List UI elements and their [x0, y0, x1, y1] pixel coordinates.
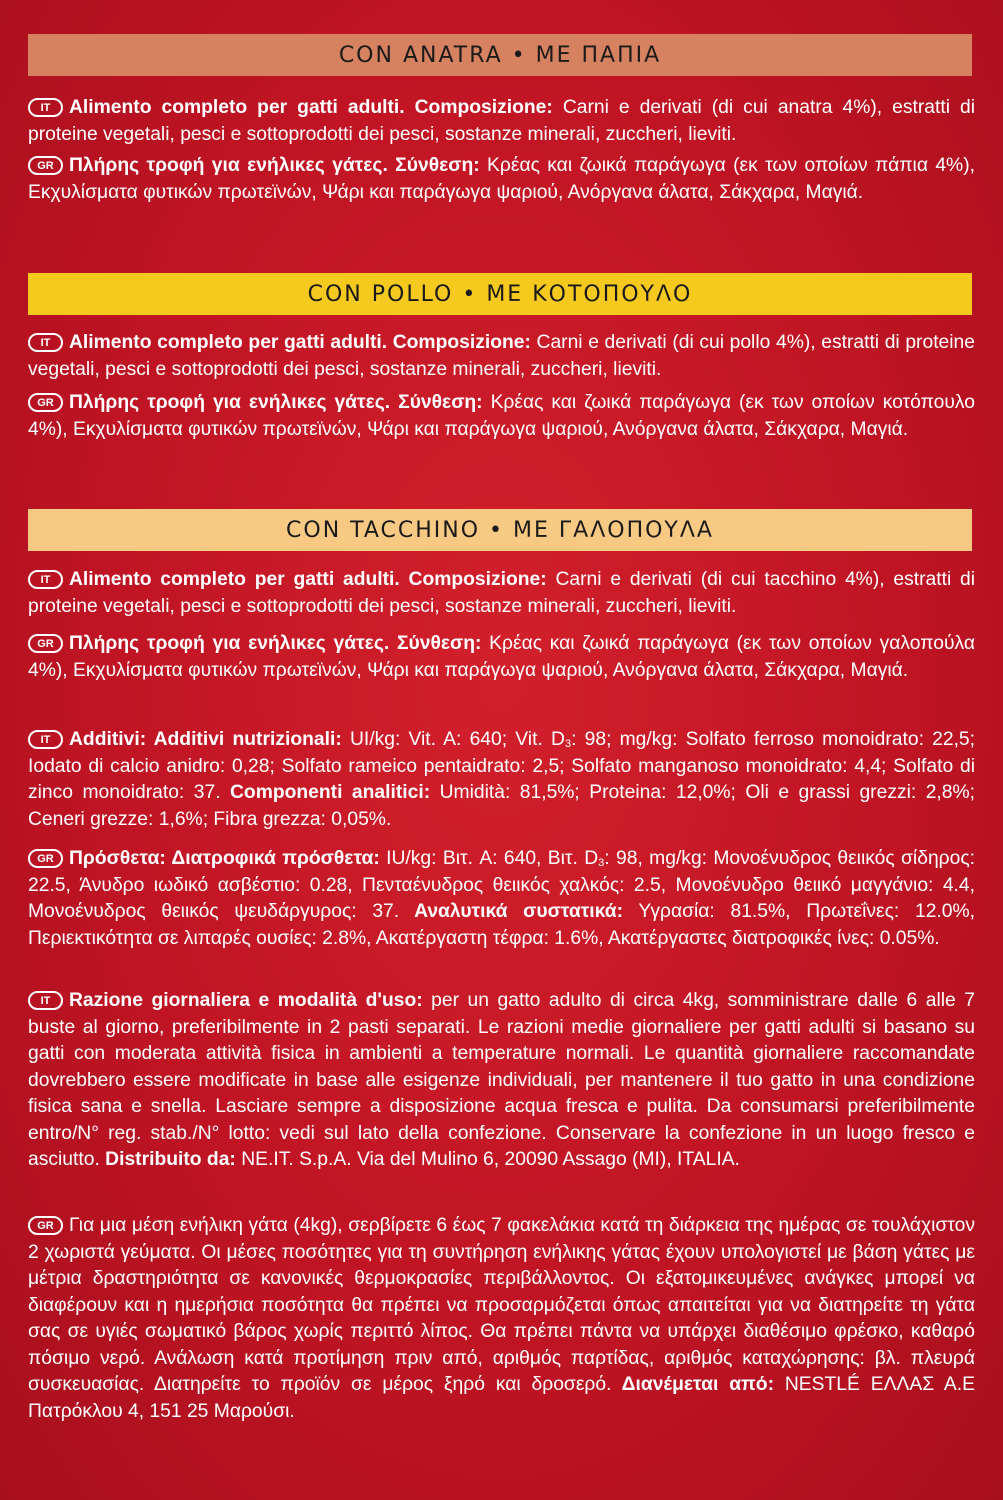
usage-it-paragraph [28, 988, 975, 1174]
gr-badge: GR [28, 393, 63, 412]
anatra-gr-heading: Πλήρης τροφή για ενήλικες γάτες. Σύνθεση: [69, 155, 480, 176]
gr-badge: GR [28, 634, 63, 653]
usage-gr-distributor-heading: Διανέμεται από: [611, 1374, 775, 1395]
usage-it-text: per un gatto adulto di circa 4kg, somministrare dalle 6 alle 7 buste al giorno, preferibilmente in 2 pasti separati. Le razioni medie giornaliere per gatti adulti si basano su gatti con moderata attività fisica in ambienti a temperature normali. Le quantità giornaliere raccomandate dovrebbero essere modificate in base alle esigenze individuali, per mantenere il tuo gatto in una condizione fisica sana e snella. Lasciare sempre a disposizione acqua fresca e pulita. Da consumarsi preferibilmente entro/N° reg. stab./N° lotto: vedi sul lato della confezione. Conservare la confezione in un luogo fresco e asciutto. [28, 990, 975, 1170]
banner-tacchino-title: CON TACCHINO • ΜΕ ΓΑΛΟΠΟΥΛΑ [286, 517, 714, 543]
usage-it-heading: Razione giornaliera e modalità d'uso: [69, 990, 423, 1011]
anatra-gr-paragraph [28, 153, 975, 206]
tacchino-gr-heading: Πλήρης τροφή για ενήλικες γάτες. Σύνθεση: [69, 633, 482, 654]
it-badge: IT [28, 98, 63, 117]
usage-gr-text: Για μια μέση ενήλικη γάτα (4kg), σερβίρετε 6 έως 7 φακελάκια κατά τη διάρκεια της ημέρας σε τουλάχιστον 2 χωριστά γεύματα. Οι μέσες ποσότητες για τη συντήρηση ενήλικης γάτας έχουν υπολογιστεί με βάση γάτες με μέτρια δραστηριότητα σε κανονικές θερμοκρασίες περιβάλλοντος. Οι εξατομικευμένες ανάγκες μπορεί να διαφέρουν και η ημερήσια ποσότητα θα πρέπει να προσαρμόζεται όπως απαιτείται για να διατηρείτε τη γάτα σας σε υγιές σωματικό βάρος χωρίς περιττό λίπος. Θα πρέπει πάντα να υπάρχει διαθέσιμο φρέσκο, καθαρό πόσιμο νερό. Ανάλωση κατά προτίμηση πριν από, αριθμός παρτίδας, αριθμός καταχώρησης: βλ. πλευρά συσκευασίας. Διατηρείτε το προϊόν σε μέρος ξηρό και δροσερό. [28, 1215, 975, 1395]
gr-badge: GR [28, 156, 63, 175]
additives-gr-subscript: 3 [598, 857, 605, 869]
banner-anatra [28, 34, 972, 76]
additives-it-analytic-text: Umidità: 81,5%; Proteina: 12,0%; Oli e grassi grezzi: 2,8%; Ceneri grezze: 1,6%; Fibra grezza: 0,05%. [28, 782, 975, 830]
additives-it-text-b: : 98; mg/kg: Solfato ferroso monoidrato: 22,5; Iodato di calcio anidro: 0,28; Solfato rameico pentaidrato: 2,5; Solfato manganoso monoidrato: 4,4; Solfato di zinco monoidrato: 37. [28, 729, 976, 803]
banner-pollo-title: CON POLLO • ΜΕ ΚΟΤΟΠΟΥΛΟ [307, 281, 693, 307]
tacchino-it-paragraph [28, 567, 975, 620]
it-badge: IT [28, 991, 63, 1010]
anatra-gr-text: Κρέας και ζωικά παράγωγα (εκ των οποίων πάπια 4%), Εκχυλίσματα φυτικών πρωτεϊνών, Ψάρι και παράγωγα ψαριού, Ανόργανα άλατα, Σάκχαρα, Μαγιά. [28, 155, 975, 203]
it-badge: IT [28, 333, 63, 352]
tacchino-gr-text: Κρέας και ζωικά παράγωγα (εκ των οποίων γαλοπούλα 4%), Εκχυλίσματα φυτικών πρωτεϊνών, Ψάρι και παράγωγα ψαριού, Ανόργανα άλατα, Σάκχαρα, Μαγιά. [28, 633, 975, 681]
additives-it-paragraph [28, 727, 975, 833]
pollo-gr-heading: Πλήρης τροφή για ενήλικες γάτες. Σύνθεση: [69, 392, 483, 413]
additives-gr-heading: Πρόσθετα: Διατροφικά πρόσθετα: [69, 848, 380, 869]
pollo-gr-text: Κρέας και ζωικά παράγωγα (εκ των οποίων κοτόπουλο 4%), Εκχυλίσματα φυτικών πρωτεϊνών, Ψάρι και παράγωγα ψαριού, Ανόργανα άλατα, Σάκχαρα, Μαγιά. [28, 392, 975, 440]
pollo-it-paragraph [28, 330, 975, 383]
usage-gr-distributor-text: NESTLÉ ΕΛΛΑΣ Α.Ε Πατρόκλου 4, 151 25 Μαρούσι. [28, 1374, 975, 1422]
additives-gr-analytic-text: Υγρασία: 81.5%, Πρωτεΐνες: 12.0%, Περιεκτικότητα σε λιπαρές ουσίες: 2.8%, Ακατέργαστη τέφρα: 1.6%, Ακατέργαστες διατροφικές ίνες: 0.05%. [28, 901, 975, 949]
pollo-it-heading: Alimento completo per gatti adulti. Composizione: [69, 332, 531, 353]
additives-it-text-a: UI/kg: Vit. A: 640; Vit. D [341, 729, 565, 750]
gr-badge: GR [28, 1216, 63, 1235]
gr-badge: GR [28, 849, 63, 868]
tacchino-it-heading: Alimento completo per gatti adulti. Composizione: [69, 569, 547, 590]
anatra-it-heading: Alimento completo per gatti adulti. Composizione: [69, 97, 553, 118]
banner-tacchino [28, 509, 972, 551]
additives-it-heading: Additivi: Additivi nutrizionali: [69, 729, 342, 750]
tacchino-it-text: Carni e derivati (di cui tacchino 4%), estratti di proteine vegetali, pesci e sottoprodotti dei pesci, sostanze minerali, zuccheri, lieviti. [28, 569, 976, 617]
additives-gr-analytic-heading: Αναλυτικά συστατικά: [399, 901, 624, 922]
banner-anatra-title: CON ANATRA • ΜΕ ΠΑΠΙΑ [338, 42, 662, 68]
additives-gr-text-a: IU/kg: Βιτ. A: 640, Βιτ. D [379, 848, 599, 869]
banner-pollo [28, 273, 972, 315]
pollo-it-text: Carni e derivati (di cui pollo 4%), estratti di proteine vegetali, pesci e sottoprodotti dei pesci, sostanze minerali, zuccheri, lieviti. [28, 332, 975, 380]
it-badge: IT [28, 570, 63, 589]
tacchino-gr-paragraph [28, 631, 975, 684]
anatra-it-text: Carni e derivati (di cui anatra 4%), estratti di proteine vegetali, pesci e sottoprodotti dei pesci, sostanze minerali, zuccheri, lieviti. [28, 97, 976, 145]
additives-it-subscript: 3 [564, 738, 572, 750]
usage-gr-paragraph [28, 1213, 975, 1425]
additives-it-analytic-heading: Componenti analitici: [220, 782, 431, 803]
pollo-gr-paragraph [28, 390, 975, 443]
usage-it-distributor-text: NE.IT. S.p.A. Via del Mulino 6, 20090 Assago (MI), ITALIA. [235, 1149, 740, 1170]
it-badge: IT [28, 730, 63, 749]
additives-gr-text-b: : 98, mg/kg: Μονοένυδρος θειικός σίδηρος: 22.5, Άνυδρο ιωδικό ασβέστιο: 0.28, Πενταένυδρος θειικός χαλκός: 2.5, Μονοένυδρο θειικό μαγγάνιο: 4.4, Μονοένυδρος θειικός ψευδάργυρος: 37. [28, 848, 976, 922]
anatra-it-paragraph [28, 95, 975, 148]
usage-it-distributor-heading: Distribuito da: [99, 1149, 236, 1170]
additives-gr-paragraph [28, 846, 975, 952]
